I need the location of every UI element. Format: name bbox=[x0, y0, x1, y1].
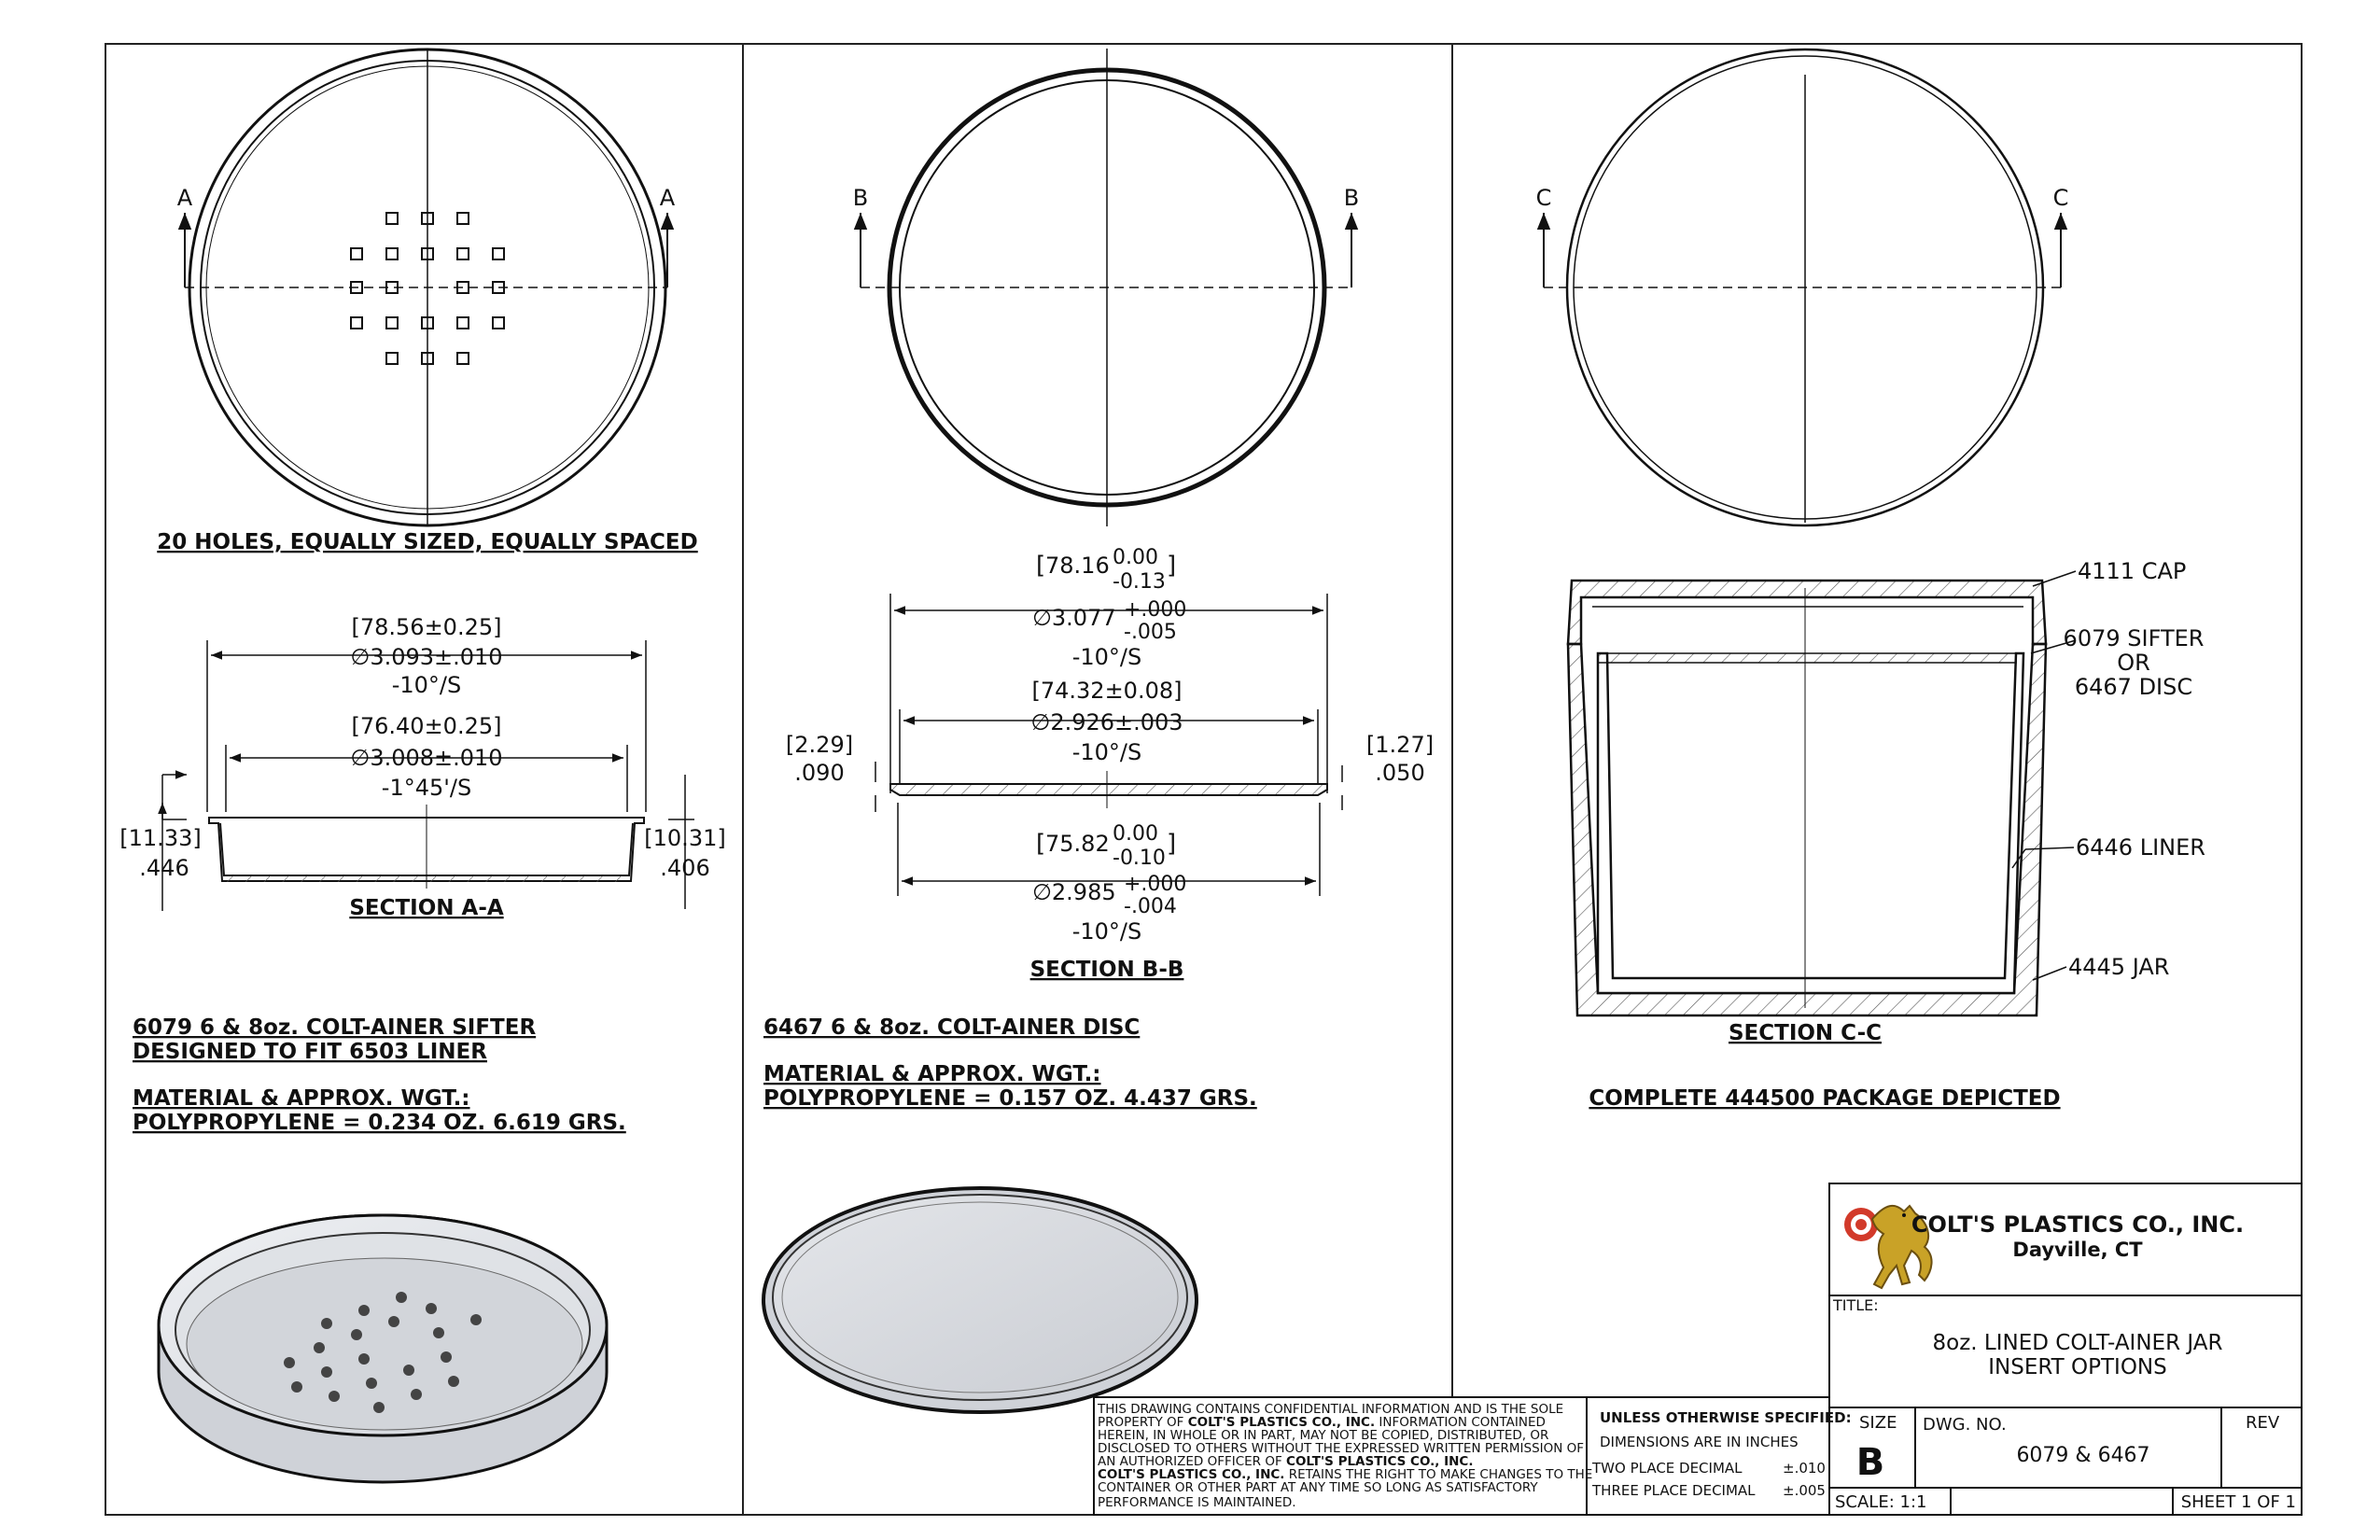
dwg-no-value: 6079 & 6467 bbox=[2016, 1444, 2150, 1467]
section-a-label: SECTION A-A bbox=[349, 896, 504, 920]
notice-line-8: PERFORMANCE IS MAINTAINED. bbox=[1098, 1495, 1296, 1510]
callout-cap: 4111 CAP bbox=[2078, 558, 2187, 584]
section-b-label: SECTION B-B bbox=[1029, 958, 1184, 982]
view-b-top bbox=[861, 49, 1351, 526]
tolerance-three-value: ±.005 bbox=[1783, 1482, 1826, 1499]
b-mid-mm: [74.32±0.08] bbox=[1031, 678, 1183, 704]
b-top-mm: 78.16 bbox=[1045, 553, 1110, 579]
b-top-inch-dn: -.005 bbox=[1124, 621, 1177, 644]
b-bot-tol-up: 0.00 bbox=[1113, 822, 1158, 846]
company-location: Dayville, CT bbox=[2012, 1239, 2143, 1261]
a-right-h-in: .406 bbox=[660, 855, 710, 881]
callout-liner: 6446 LINER bbox=[2076, 834, 2205, 861]
b-bot-mm: 75.82 bbox=[1045, 831, 1110, 857]
size-label: SIZE bbox=[1859, 1413, 1897, 1433]
notice-l6a: COLT'S PLASTICS CO., INC. bbox=[1098, 1467, 1285, 1482]
callout-jar: 4445 JAR bbox=[2068, 954, 2170, 980]
b-bot-inch-up: +.000 bbox=[1124, 873, 1187, 896]
scale-label: SCALE: 1:1 bbox=[1835, 1492, 1927, 1512]
callout-sifter-2: OR bbox=[2117, 650, 2150, 676]
b-mid-dia: ∅2.926±.003 bbox=[1030, 709, 1183, 735]
title-line-2: INSERT OPTIONS bbox=[1988, 1355, 2167, 1379]
package-note: COMPLETE 444500 PACKAGE DEPICTED bbox=[1589, 1086, 2061, 1111]
b-top-tol-up: 0.00 bbox=[1113, 546, 1158, 569]
b-bot-tol-dn: -0.10 bbox=[1113, 847, 1166, 870]
dwg-no-label: DWG. NO. bbox=[1923, 1415, 2007, 1435]
b-bot-inch-dn: -.004 bbox=[1124, 895, 1177, 918]
a-inner-dim: [76.40±0.25] bbox=[351, 713, 502, 739]
notice-line-1: THIS DRAWING CONTAINS CONFIDENTIAL INFORMATION AND IS THE SOLE bbox=[1098, 1402, 1564, 1417]
section-b-profile bbox=[890, 771, 1327, 808]
company-name: COLT'S PLASTICS CO., INC. bbox=[1911, 1211, 2245, 1238]
a-part-line2: DESIGNED TO FIT 6503 LINER bbox=[133, 1040, 487, 1064]
notice-l5a: AN AUTHORIZED OFFICER OF bbox=[1098, 1454, 1287, 1469]
callout-sifter-3: 6467 DISC bbox=[2074, 674, 2193, 700]
rev-label: REV bbox=[2246, 1413, 2280, 1433]
tolerance-two-value: ±.010 bbox=[1783, 1460, 1826, 1477]
view-c-top bbox=[1544, 49, 2061, 525]
section-marker-b-left: B bbox=[852, 185, 869, 211]
callout-sifter-1: 6079 SIFTER bbox=[2063, 625, 2205, 651]
title-label: TITLE: bbox=[1833, 1296, 1879, 1314]
notice-l2c: INFORMATION CONTAINED bbox=[1375, 1415, 1546, 1430]
tolerance-two-label: TWO PLACE DECIMAL bbox=[1592, 1460, 1743, 1477]
b-top-inch-up: +.000 bbox=[1124, 598, 1187, 622]
a-right-h-mm: [10.31] bbox=[644, 825, 726, 851]
tolerance-units: DIMENSIONS ARE IN INCHES bbox=[1600, 1434, 1799, 1450]
title-line-1: 8oz. LINED COLT-AINER JAR bbox=[1932, 1331, 2223, 1355]
notice-line-3: HEREIN, IN WHOLE OR IN PART, MAY NOT BE COPIED, DISTRIBUTED, OR bbox=[1098, 1428, 1549, 1443]
size-value: B bbox=[1855, 1441, 1885, 1484]
b-material-line1: MATERIAL & APPROX. WGT.: bbox=[763, 1062, 1101, 1086]
a-outer-dim: [78.56±0.25] bbox=[351, 614, 502, 640]
notice-line-4: DISCLOSED TO OTHERS WITHOUT THE EXPRESSED WRITTEN PERMISSION OF bbox=[1098, 1441, 1585, 1456]
section-marker-a-left: A bbox=[176, 185, 193, 211]
section-marker-a-right: A bbox=[659, 185, 676, 211]
b-top-bracket-open: [ bbox=[1036, 552, 1046, 580]
a-outer-dia: ∅3.093±.010 bbox=[350, 644, 503, 670]
a-inner-angle: -1°45'/S bbox=[381, 775, 472, 801]
section-c-jar bbox=[1568, 581, 2046, 1015]
a-left-h-in: .446 bbox=[139, 855, 189, 881]
disc-render bbox=[763, 1188, 1197, 1412]
b-top-bracket-close: ] bbox=[1167, 552, 1177, 580]
sifter-render bbox=[159, 1215, 607, 1482]
view-a-top bbox=[185, 49, 667, 526]
notice-l2a: PROPERTY OF bbox=[1098, 1415, 1188, 1430]
sheet-label: SHEET 1 OF 1 bbox=[2180, 1492, 2296, 1512]
a-material-line1: MATERIAL & APPROX. WGT.: bbox=[133, 1086, 470, 1111]
section-marker-b-right: B bbox=[1343, 185, 1360, 211]
b-bot-inch: ∅2.985 bbox=[1032, 879, 1116, 905]
section-marker-c-right: C bbox=[2052, 185, 2069, 211]
notice-l2b: COLT'S PLASTICS CO., INC. bbox=[1187, 1415, 1376, 1430]
section-c-label: SECTION C-C bbox=[1728, 1021, 1883, 1045]
a-left-h-mm: [11.33] bbox=[119, 825, 202, 851]
b-bot-bracket-open: [ bbox=[1036, 830, 1046, 858]
b-top-inch: ∅3.077 bbox=[1032, 605, 1116, 631]
b-right-h-mm: [1.27] bbox=[1365, 732, 1435, 758]
section-a-profile bbox=[209, 805, 644, 889]
a-part-line1: 6079 6 & 8oz. COLT-AINER SIFTER bbox=[133, 1015, 537, 1040]
holes-note: 20 HOLES, EQUALLY SIZED, EQUALLY SPACED bbox=[157, 530, 698, 554]
notice-l6b: RETAINS THE RIGHT TO MAKE CHANGES TO THE bbox=[1284, 1467, 1593, 1482]
a-outer-angle: -10°/S bbox=[391, 672, 462, 698]
a-material-line2: POLYPROPYLENE = 0.234 OZ. 6.619 GRS. bbox=[133, 1111, 626, 1135]
b-mid-angle: -10°/S bbox=[1071, 739, 1142, 765]
b-top-tol-dn: -0.13 bbox=[1113, 570, 1166, 594]
tolerance-three-label: THREE PLACE DECIMAL bbox=[1592, 1482, 1756, 1499]
b-bot-bracket-close: ] bbox=[1167, 830, 1177, 858]
tolerance-header: UNLESS OTHERWISE SPECIFIED: bbox=[1600, 1409, 1852, 1426]
b-left-h-mm: [2.29] bbox=[785, 732, 854, 758]
b-left-h-in: .090 bbox=[794, 760, 845, 786]
notice-l5b: COLT'S PLASTICS CO., INC. bbox=[1286, 1454, 1474, 1469]
b-part-line1: 6467 6 & 8oz. COLT-AINER DISC bbox=[763, 1015, 1141, 1040]
b-top-angle: -10°/S bbox=[1071, 644, 1142, 670]
notice-line-7: CONTAINER OR OTHER PART AT ANY TIME SO LONG AS SATISFACTORY bbox=[1098, 1480, 1538, 1495]
b-material-line2: POLYPROPYLENE = 0.157 OZ. 4.437 GRS. bbox=[763, 1086, 1257, 1111]
b-right-h-in: .050 bbox=[1375, 760, 1425, 786]
section-marker-c-left: C bbox=[1535, 185, 1552, 211]
a-inner-dia: ∅3.008±.010 bbox=[350, 745, 503, 771]
b-bot-angle: -10°/S bbox=[1071, 918, 1142, 945]
